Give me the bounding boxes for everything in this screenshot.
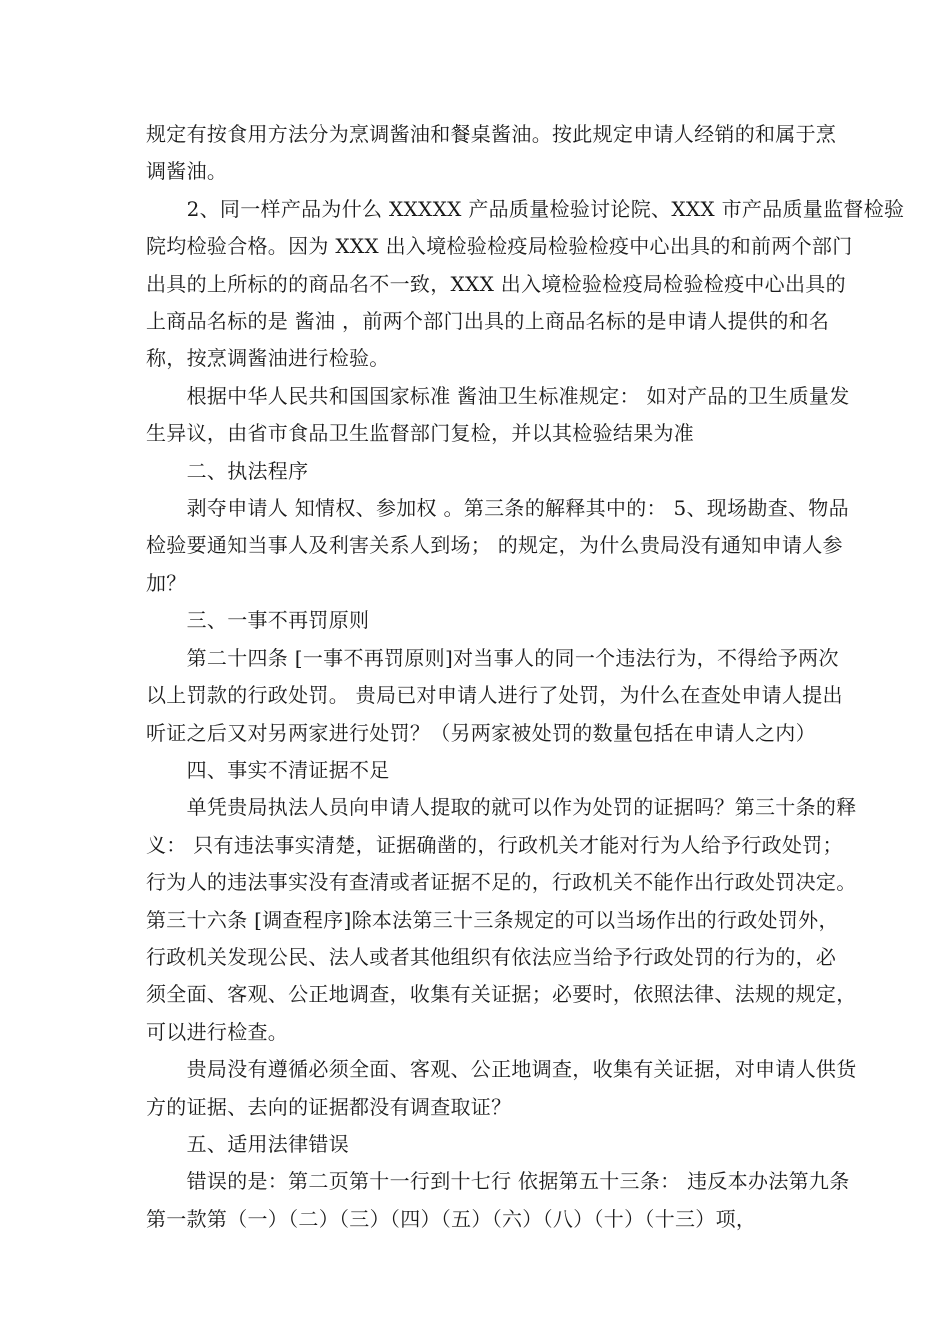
text-line: 第三十六条 [调查程序]除本法第三十三条规定的可以当场作出的行政处罚外， xyxy=(146,907,839,932)
text-line: 上商品名标的是 酱油 ，前两个部门出具的上商品名标的是申请人提供的和名 xyxy=(146,309,830,334)
text-line: 可以进行检查。 xyxy=(146,1019,289,1044)
text-line: 剥夺申请人 知情权、参加权 。第三条的解释其中的： 5、现场勘查、物品 xyxy=(146,496,849,521)
section-heading: 三、一事不再罚原则 xyxy=(146,608,370,633)
text-line: 第二十四条 [一事不再罚原则]对当事人的同一个违法行为，不得给予两次 xyxy=(146,645,839,670)
text-line: 听证之后又对另两家进行处罚？（另两家被处罚的数量包括在申请人之内） xyxy=(146,720,816,745)
text-line: 生异议，由省市食品卫生监督部门复检，并以其检验结果为准 xyxy=(146,421,695,446)
text-line: 院均检验合格。因为 XXX 出入境检验检疫局检验检疫中心出具的和前两个部门 xyxy=(146,234,853,259)
text-line: 单凭贵局执法人员向申请人提取的就可以作为处罚的证据吗？第三十条的释 xyxy=(146,795,857,820)
text-line: 贵局没有遵循必须全面、客观、公正地调查，收集有关证据，对申请人供货 xyxy=(146,1057,857,1082)
text-line: 以上罚款的行政处罚。 贵局已对申请人进行了处罚，为什么在查处申请人提出 xyxy=(146,683,843,708)
text-line: 错误的是：第二页第十一行到十七行 依据第五十三条： 违反本办法第九条 xyxy=(146,1169,850,1194)
text-line: 义： 只有违法事实清楚，证据确凿的，行政机关才能对行为人给予行政处罚； xyxy=(146,832,843,857)
text-line: 根据中华人民共和国国家标准 酱油卫生标准规定： 如对产品的卫生质量发 xyxy=(146,383,850,408)
document-body xyxy=(146,116,905,1238)
text-line: 行政机关发现公民、法人或者其他组织有依法应当给予行政处罚的行为的，必 xyxy=(146,944,837,969)
text-line: 称，按烹调酱油进行检验。 xyxy=(146,346,390,371)
text-line: 行为人的违法事实没有查清或者证据不足的，行政机关不能作出行政处罚决定。 xyxy=(146,870,857,895)
section-heading: 四、事实不清证据不足 xyxy=(146,757,390,782)
text-line: 加？ xyxy=(146,570,187,595)
text-line: 调酱油。 xyxy=(146,159,228,184)
section-heading: 五、适用法律错误 xyxy=(146,1131,349,1156)
text-line: 第一款第（一）（二）（三）（四）（五）（六）（八）（十）（十三）项， xyxy=(146,1206,757,1231)
text-line: 检验要通知当事人及利害关系人到场； 的规定，为什么贵局没有通知申请人参 xyxy=(146,533,843,558)
text-line: 2、同一样产品为什么 XXXXX 产品质量检验讨论院、XXX 市产品质量监督检验 xyxy=(146,196,905,221)
text-line: 须全面、客观、公正地调查，收集有关证据；必要时，依照法律、法规的规定， xyxy=(146,982,857,1007)
text-line: 方的证据、去向的证据都没有调查取证？ xyxy=(146,1094,512,1119)
text-line: 规定有按食用方法分为烹调酱油和餐桌酱油。按此规定申请人经销的和属于烹 xyxy=(146,122,837,146)
text-line: 出具的上所标的的商品名不一致，XXX 出入境检验检疫局检验检疫中心出具的 xyxy=(146,271,846,296)
section-heading: 二、执法程序 xyxy=(146,458,309,483)
